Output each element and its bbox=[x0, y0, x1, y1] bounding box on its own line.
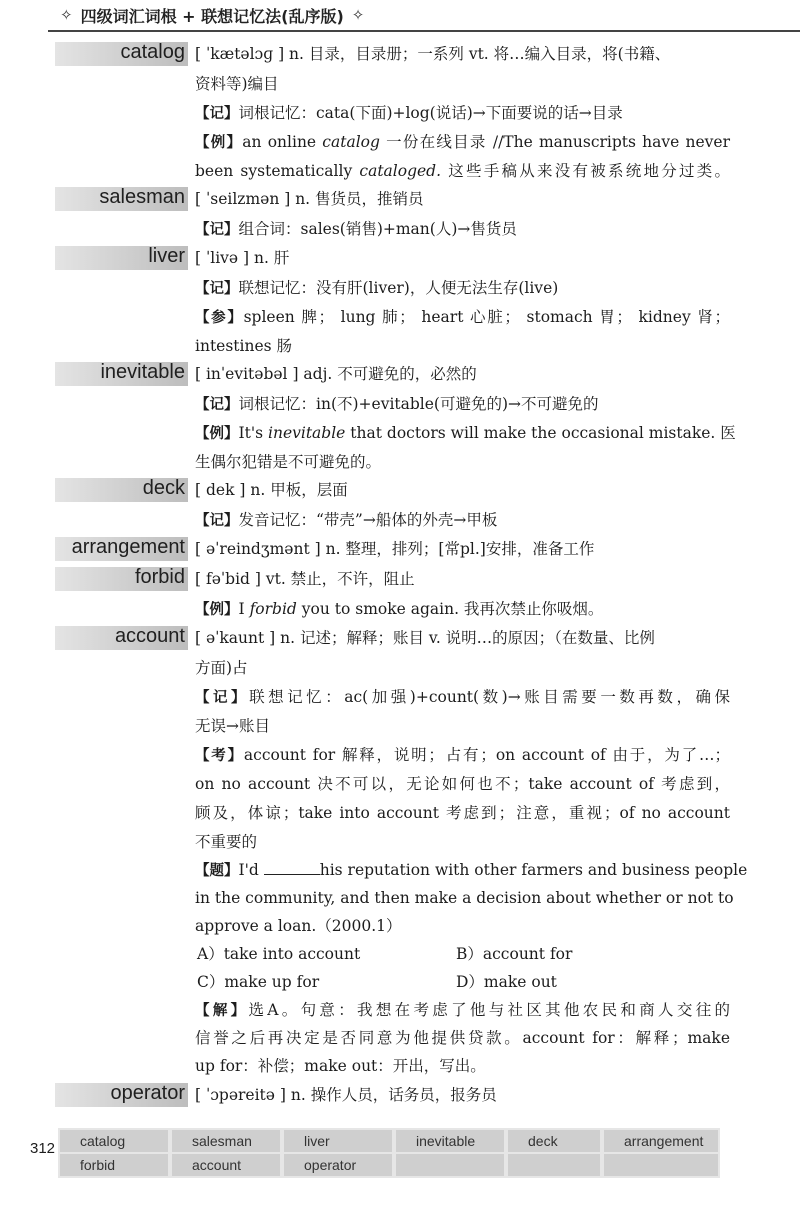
related-words: 【参】spleen 脾； lung 肺； heart 心脏； stomach 胃； kidney 肾； bbox=[195, 308, 731, 326]
entry-arrangement bbox=[55, 535, 800, 562]
definition: [ ˈseilzmən ] n. 售货员，推销员 bbox=[195, 190, 424, 208]
exam-question-cont: approve a loan.（2000.1） bbox=[195, 917, 402, 935]
entry-catalog bbox=[55, 40, 800, 67]
diamond-icon: ✧ bbox=[351, 6, 365, 24]
memory-note: 【记】词根记忆：cata(下面)+log(说话)→下面要说的话→目录 bbox=[195, 104, 623, 122]
review-word: catalog bbox=[60, 1130, 168, 1152]
definition: [ fəˈbid ] vt. 禁止，不许，阻止 bbox=[195, 570, 415, 588]
headword: account bbox=[114, 625, 185, 647]
usage-note-cont: on no account 决不可以，无论如何也不；take account of 考虑到， bbox=[195, 775, 730, 793]
answer-explanation: 【解】选A。句意：我想在考虑了他与社区其他农民和商人交往的 bbox=[195, 1001, 731, 1019]
header-title: 四级词汇词根 + 联想记忆法(乱序版) bbox=[80, 6, 344, 26]
entry-deck bbox=[55, 476, 800, 503]
running-header bbox=[52, 2, 372, 28]
example: 【例】It's inevitable that doctors will make the occasional mistake. 医 bbox=[195, 424, 736, 442]
option-d: D）make out bbox=[456, 973, 557, 991]
usage-note-cont: 顾及，体谅；take into account 考虑到；注意，重视；of no account bbox=[195, 804, 730, 822]
related-words-cont: intestines 肠 bbox=[195, 337, 293, 355]
definition-cont: 方面)占 bbox=[195, 659, 248, 677]
usage-note: 【考】account for 解释，说明；占有；on account of 由于，为了…； bbox=[195, 746, 730, 764]
entry-liver bbox=[55, 244, 800, 271]
diamond-icon: ✧ bbox=[60, 6, 73, 24]
entry-operator bbox=[55, 1081, 800, 1108]
review-word: salesman bbox=[172, 1130, 280, 1152]
example: 【例】I forbid you to smoke again. 我再次禁止你吸烟。 bbox=[195, 600, 604, 618]
memory-note-cont: 无误→账目 bbox=[195, 717, 270, 735]
headword: deck bbox=[142, 477, 185, 499]
headword: catalog bbox=[120, 41, 185, 63]
review-word-empty bbox=[508, 1154, 600, 1176]
review-word-grid bbox=[58, 1128, 720, 1178]
option-b: B）account for bbox=[456, 945, 573, 963]
option-c: C）make up for bbox=[197, 973, 320, 991]
definition: [ ˈkætəlɔɡ ] n. 目录，目录册；一系列 vt. 将…编入目录，将(书籍、 bbox=[195, 45, 671, 63]
review-word: inevitable bbox=[396, 1130, 504, 1152]
example-cont: 生偶尔犯错是不可避免的。 bbox=[195, 453, 382, 471]
definition-cont: 资料等)编目 bbox=[195, 75, 279, 93]
example: 【例】an online catalog 一份在线目录 //The manuscripts have never bbox=[195, 133, 731, 151]
example-cont: been systematically cataloged. 这些手稿从来没有被系统地分过类。 bbox=[195, 162, 731, 180]
headword: liver bbox=[148, 245, 185, 267]
memory-note: 【记】发音记忆：“带壳”→船体的外壳→甲板 bbox=[195, 511, 498, 529]
review-word: operator bbox=[284, 1154, 392, 1176]
definition: [ dek ] n. 甲板，层面 bbox=[195, 481, 348, 499]
headword: salesman bbox=[99, 186, 185, 208]
review-word: account bbox=[172, 1154, 280, 1176]
entry-salesman bbox=[55, 185, 800, 212]
option-a: A）take into account bbox=[197, 945, 361, 963]
headword: arrangement bbox=[71, 536, 185, 558]
review-word: deck bbox=[508, 1130, 600, 1152]
definition: [ əˈkaunt ] n. 记述；解释；账目 v. 说明…的原因；（在数量、比例 bbox=[195, 629, 655, 647]
review-word: forbid bbox=[60, 1154, 168, 1176]
page-number: 312 bbox=[30, 1140, 56, 1157]
answer-blank bbox=[264, 860, 320, 875]
memory-note: 【记】词根记忆：in(不)+evitable(可避免的)→不可避免的 bbox=[195, 395, 599, 413]
entry-account bbox=[55, 624, 800, 651]
exam-question-cont: in the community, and then make a decision about whether or not to bbox=[195, 889, 734, 907]
usage-note-cont: 不重要的 bbox=[195, 833, 258, 851]
definition: [ inˈevitəbəl ] adj. 不可避免的，必然的 bbox=[195, 365, 477, 383]
answer-explanation-cont: 信誉之后再决定是否同意为他提供贷款。account for：解释；make bbox=[195, 1029, 730, 1047]
answer-explanation-cont: up for：补偿；make out：开出，写出。 bbox=[195, 1057, 486, 1075]
headword: forbid bbox=[134, 566, 185, 588]
definition: [ əˈreindʒmənt ] n. 整理，排列；[常pl.]安排，准备工作 bbox=[195, 540, 595, 558]
review-word: liver bbox=[284, 1130, 392, 1152]
entry-inevitable bbox=[55, 360, 800, 387]
review-word-empty bbox=[396, 1154, 504, 1176]
headword: inevitable bbox=[100, 361, 185, 383]
exam-question: 【题】I'd his reputation with other farmers and business people bbox=[195, 861, 748, 879]
definition: [ ˈlivə ] n. 肝 bbox=[195, 249, 290, 267]
headword: operator bbox=[110, 1082, 185, 1104]
review-word-empty bbox=[604, 1154, 718, 1176]
memory-note: 【记】组合词：sales(销售)+man(人)→售货员 bbox=[195, 220, 517, 238]
header-divider bbox=[48, 30, 800, 32]
entry-forbid bbox=[55, 565, 800, 592]
memory-note: 【记】联想记忆：没有肝(liver)，人便无法生存(live) bbox=[195, 279, 559, 297]
memory-note: 【记】联想记忆：ac(加强)+count(数)→账目需要一数再数，确保 bbox=[195, 688, 731, 706]
definition: [ ˈɔpəreitə ] n. 操作人员，话务员，报务员 bbox=[195, 1086, 497, 1104]
review-word: arrangement bbox=[604, 1130, 718, 1152]
